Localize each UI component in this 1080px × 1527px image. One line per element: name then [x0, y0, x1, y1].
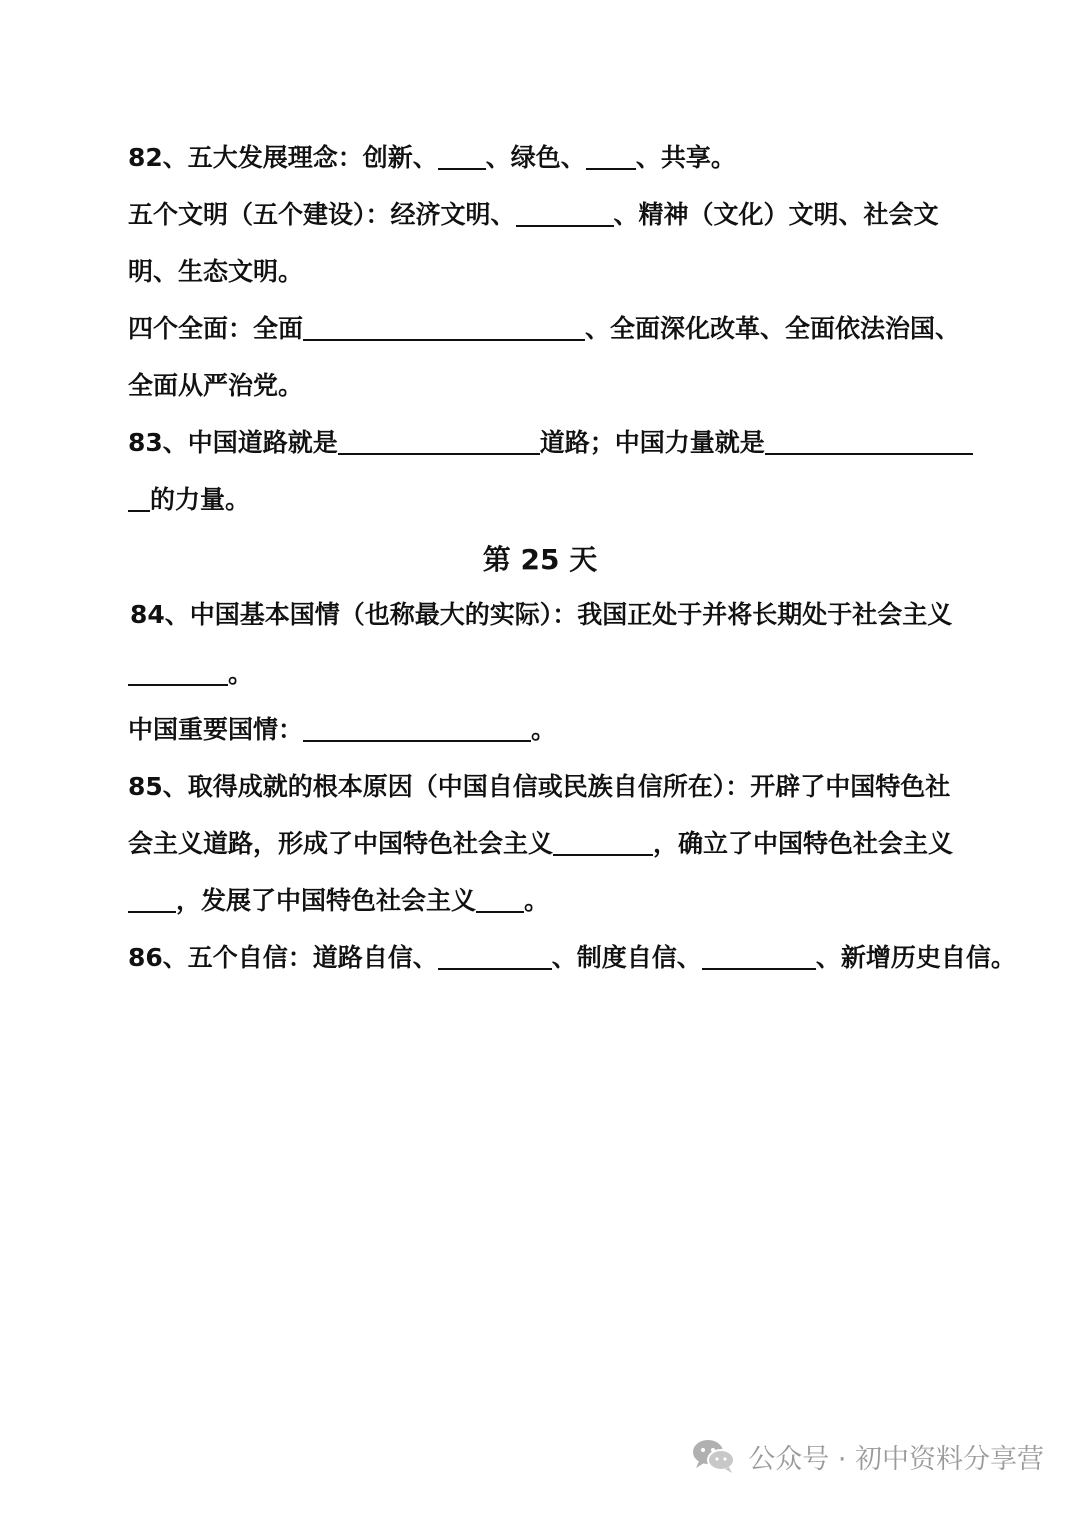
- q84-line-3: [128, 712, 556, 748]
- q84-text-2: 。: [228, 659, 254, 688]
- q84-text-3: 中国重要国情：: [128, 715, 304, 744]
- fill-blank[interactable]: [702, 944, 816, 970]
- q82-line-5: 全面从严治党。: [128, 371, 304, 400]
- q85-line-2: [128, 826, 953, 862]
- q84-line-2: [128, 656, 253, 692]
- q82-text-6: 四个全面：全面: [128, 314, 304, 343]
- fill-blank[interactable]: [438, 944, 552, 970]
- q85-text-2: ，确立了中国特色社会主义: [653, 829, 954, 858]
- fill-blank[interactable]: [765, 429, 973, 455]
- q82-line-3: 明、生态文明。: [128, 257, 304, 286]
- q82-text-3: 、共享。: [635, 143, 736, 172]
- q86-line-1: [128, 940, 1016, 976]
- fill-blank[interactable]: [303, 315, 585, 341]
- q84-line-1: 84、中国基本国情（也称最大的实际）：我国正处于并将长期处于社会主义: [130, 600, 953, 629]
- q82-line-2: [128, 197, 939, 233]
- q85-line-1: 85、取得成就的根本原因（中国自信或民族自信所在）：开辟了中国特色社: [128, 772, 951, 801]
- q84-text-4: 。: [531, 715, 557, 744]
- fill-blank[interactable]: [476, 887, 524, 913]
- fill-blank[interactable]: [516, 201, 614, 227]
- fill-blank[interactable]: [128, 660, 228, 686]
- q82-line-4: [128, 311, 960, 347]
- fill-blank[interactable]: [303, 716, 531, 742]
- q86-text-2: 、制度自信、: [551, 943, 702, 972]
- q83-line-2: [128, 482, 250, 518]
- q82-text-5: 、精神（文化）文明、社会文: [613, 200, 939, 229]
- watermark-text: 公众号 · 初中资料分享营: [748, 1443, 1044, 1475]
- q85-text-1: 会主义道路，形成了中国特色社会主义: [128, 829, 554, 858]
- day-heading: [0, 540, 1080, 580]
- watermark: [690, 1436, 1044, 1476]
- wechat-icon: [690, 1436, 738, 1476]
- fill-blank[interactable]: [553, 830, 653, 856]
- q86-text-1: 86、五个自信：道路自信、: [128, 943, 438, 972]
- q85-line-3: [128, 883, 549, 919]
- q82-text-1: 82、五大发展理念：创新、: [128, 143, 438, 172]
- q82-line-1: [128, 140, 736, 176]
- q83-line-1: [128, 425, 973, 461]
- fill-blank[interactable]: [128, 887, 176, 913]
- q83-text-1: 83、中国道路就是: [128, 428, 338, 457]
- fill-blank[interactable]: [586, 144, 636, 170]
- q83-text-2: 道路；中国力量就是: [539, 428, 765, 457]
- q82-text-2: 、绿色、: [485, 143, 586, 172]
- q85-text-4: 。: [524, 886, 550, 915]
- q83-text-3: 的力量。: [150, 485, 251, 514]
- q82-text-4: 五个文明（五个建设）：经济文明、: [128, 200, 516, 229]
- q86-text-3: 、新增历史自信。: [815, 943, 1016, 972]
- fill-blank[interactable]: [128, 486, 150, 512]
- fill-blank[interactable]: [338, 429, 540, 455]
- q82-text-7: 、全面深化改革、全面依法治国、: [585, 314, 961, 343]
- day-heading-text: 第 25 天: [482, 543, 598, 576]
- q85-text-3: ，发展了中国特色社会主义: [176, 886, 477, 915]
- fill-blank[interactable]: [438, 144, 486, 170]
